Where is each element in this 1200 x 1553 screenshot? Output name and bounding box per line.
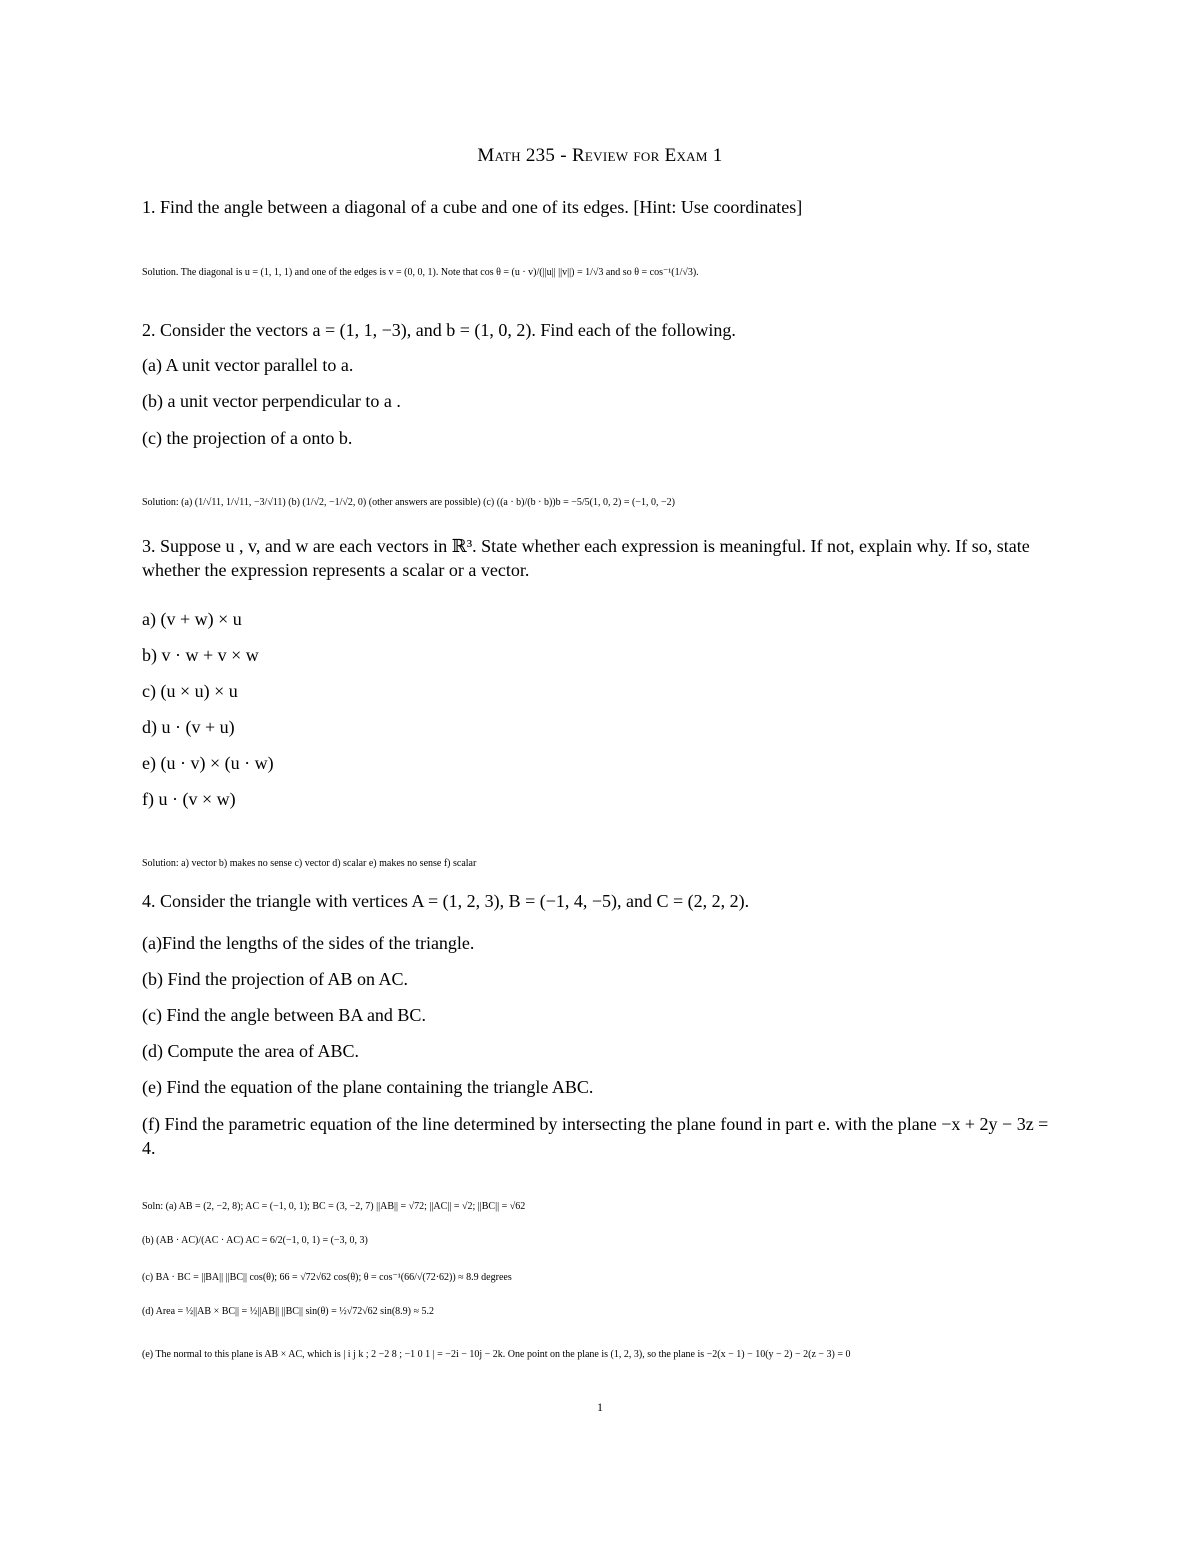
question-2-item-a: (a) A unit vector parallel to a. [142,355,354,375]
question-3-item-d: d) u · (v + u) [142,717,235,737]
question-3: 3. Suppose u , v, and w are each vectors in ℝ³. State whether each expression is meaningful. If not, explain why. If so, state whether the expression represents a scalar or a vector. [142,536,1030,580]
solution-3: Solution: a) vector b) makes no sense c) vector d) scalar e) makes no sense f) scalar [142,858,477,869]
question-2: 2. Consider the vectors a = (1, 1, −3), and b = (1, 0, 2). Find each of the following. [142,320,736,340]
question-4-item-c: (c) Find the angle between BA and BC. [142,1005,426,1025]
solution-2: Solution: (a) (1/√11, 1/√11, −3/√11) (b) (1/√2, −1/√2, 0) (other answers are possible) (c) ((a · b)/(b · b))b = −5/5(1, 0, 2) = (−1, 0, −2) [142,497,675,508]
solution-1: Solution. The diagonal is u = (1, 1, 1) and one of the edges is v = (0, 0, 1). Note that cos θ = (u · v)/(||u|| ||v||) = 1/√3 and so θ = cos⁻¹(1/√3). [142,267,699,278]
question-1: 1. Find the angle between a diagonal of a cube and one of its edges. [Hint: Use coordinates] [142,197,803,217]
question-4-item-e: (e) Find the equation of the plane containing the triangle ABC. [142,1077,594,1097]
question-4-item-f: (f) Find the parametric equation of the line determined by intersecting the plane found in part e. with the plane −x + 2y − 3z = 4. [142,1114,1049,1158]
question-3-item-e: e) (u · v) × (u · w) [142,753,274,773]
question-2-item-c: (c) the projection of a onto b. [142,428,353,448]
question-3-item-a: a) (v + w) × u [142,609,242,629]
question-4-item-b: (b) Find the projection of AB on AC. [142,969,408,989]
question-2-item-b: (b) a unit vector perpendicular to a . [142,391,401,411]
question-4-item-a: (a)Find the lengths of the sides of the triangle. [142,933,475,953]
question-3-item-c: c) (u × u) × u [142,681,238,701]
page-title: Math 235 - Review for Exam 1 [477,145,723,166]
page-number: 1 [597,1400,603,1414]
question-3-item-f: f) u · (v × w) [142,789,236,809]
question-4-item-d: (d) Compute the area of ABC. [142,1041,359,1061]
question-4: 4. Consider the triangle with vertices A = (1, 2, 3), B = (−1, 4, −5), and C = (2, 2, 2). [142,891,750,911]
solution-4-a: Soln: (a) AB = (2, −2, 8); AC = (−1, 0, 1); BC = (3, −2, 7) ||AB|| = √72; ||AC|| = √2; ||BC|| = √62 [142,1201,526,1212]
solution-4-c: (c) BA · BC = ||BA|| ||BC|| cos(θ); 66 = √72√62 cos(θ); θ = cos⁻¹(66/√(72·62)) ≈ 8.9 degrees [142,1272,512,1283]
question-3-item-b: b) v · w + v × w [142,645,259,665]
solution-4-e: (e) The normal to this plane is AB × AC, which is | i j k ; 2 −2 8 ; −1 0 1 | = −2i − 10j − 2k. One point on the plane is (1, 2, 3), so the plane is −2(x − 1) − 10(y − 2) − 2(z − 3) = 0 [142,1349,851,1360]
solution-4-d: (d) Area = ½||AB × BC|| = ½||AB|| ||BC|| sin(θ) = ½√72√62 sin(8.9) ≈ 5.2 [142,1306,434,1317]
solution-4-b: (b) (AB · AC)/(AC · AC) AC = 6/2(−1, 0, 1) = (−3, 0, 3) [142,1235,368,1246]
